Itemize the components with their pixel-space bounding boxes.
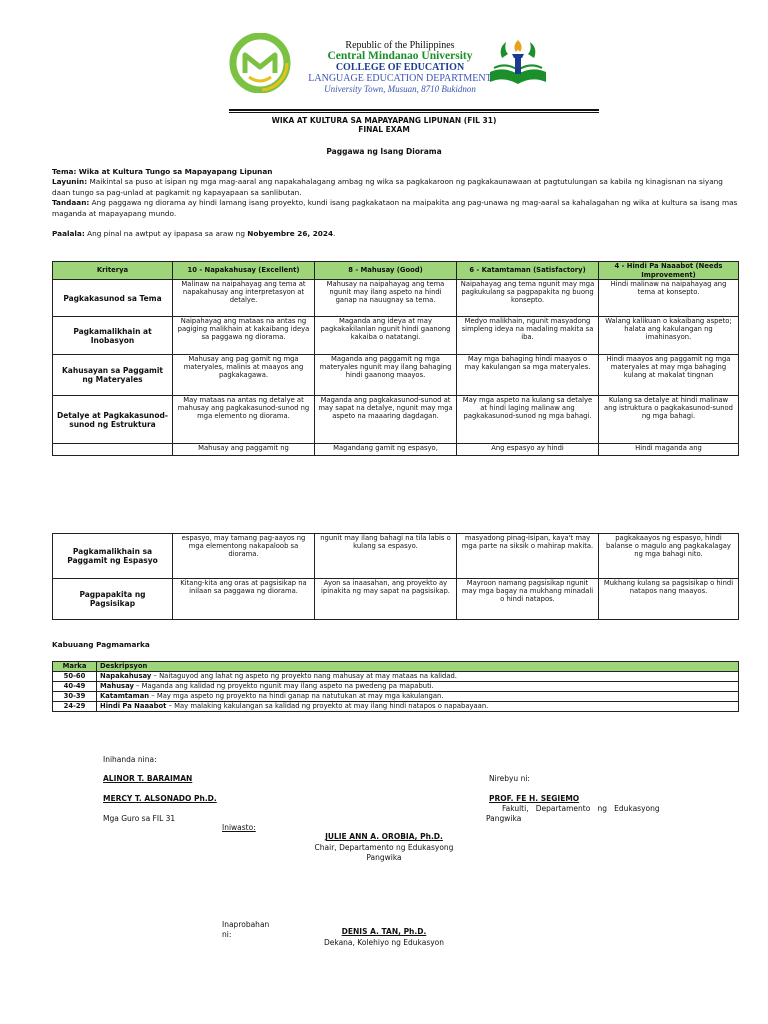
header-rule-thick	[229, 109, 599, 111]
paalala-line: Paalala: Ang pinal na awtput ay ipapasa sa araw ng Nobyembre 26, 2024.	[52, 229, 336, 238]
rubric-header-4: 4 - Hindi Pa Naaabot (Needs Improvement)	[599, 262, 739, 280]
grading-table	[52, 661, 739, 712]
grading-header-row	[53, 662, 739, 672]
rubric-criterion: Detalye at Pagkakasunod-sunod ng Estruktura	[53, 396, 173, 444]
rubric-cell: Hindi malinaw na naipahayag ang tema at konsepto.	[599, 280, 739, 317]
rubric-criterion	[53, 444, 173, 456]
rubric-cell: espasyo, may tamang pag-aayos ng mga elementong nakapaloob sa diorama.	[173, 534, 315, 579]
rubric-cell: Hindi maayos ang paggamit ng mga materyales at may mga bahaging kulang at makalat tingnan	[599, 355, 739, 396]
rubric-cell: Medyo malikhain, ngunit masyadong simpleng ideya na madaling makita sa iba.	[457, 317, 599, 355]
rubric-header-10: 10 - Napakahusay (Excellent)	[173, 262, 315, 280]
tema-line: Tema: Wika at Kultura Tungo sa Mapayapang Lipunan	[52, 167, 273, 176]
course-title: WIKA AT KULTURA SA MAPAYAPANG LIPUNAN (FIL 31)	[271, 116, 497, 125]
rubric-cell: May mga bahaging hindi maayos o may kakulangan sa mga materyales.	[457, 355, 599, 396]
grading-desc: Mahusay – Maganda ang kalidad ng proyekto ngunit may ilang aspeto na pwedeng pa mapabuti.	[97, 682, 739, 692]
grading-desc: Napakahusay – Naitaguyod ang lahat ng aspeto ng proyekto nang mahusay at may mataas na kalidad.	[97, 672, 739, 682]
grading-title: Kabuuang Pagmamarka	[52, 640, 150, 649]
grading-range: 50-60	[53, 672, 97, 682]
rubric-cell: Kitang-kita ang oras at pagsisikap na inilaan sa paggawa ng diorama.	[173, 579, 315, 620]
exam-title: FINAL EXAM	[358, 125, 410, 134]
approved-label-line2: ni:	[222, 930, 232, 939]
rubric-cell: Maganda ang pagkakasunod-sunod at may sapat na detalye, ngunit may mga aspeto na maaaring dagdagan.	[315, 396, 457, 444]
task-title: Paggawa ng Isang Diorama	[326, 147, 442, 156]
reviewed-label: Nirebyu ni:	[489, 774, 530, 783]
preparer-role: Mga Guro sa FIL 31	[103, 814, 176, 823]
layunin-paragraph: Layunin: Maikintal sa puso at isipan ng mga mag-aaral ang napakahalagang ambag ng wika sa pagkakaroon ng pagkakaunawaan at pagtutulungan sa kabila ng kinagisnan na siyang daan tungo sa pag-unlad at pagkamit ng kapayapaan sa sanlibutan.	[52, 177, 723, 197]
rubric-cell: Naipahayag ang mataas na antas ng pagiging malikhain at kakaibang ideya sa paggawa ng diorama.	[173, 317, 315, 355]
rubric-cell: Mahusay ang pag gamit ng mga materyales, malinis at maayos ang pagkakagawa.	[173, 355, 315, 396]
rubric-criterion: Pagkamalikhain at Inobasyon	[53, 317, 173, 355]
header-university: Central Mindanao University	[327, 50, 473, 62]
rubric-cell: Hindi maganda ang	[599, 444, 739, 456]
rubric-cell: Walang kalikuan o kakaibang aspeto; halata ang kakulangan ng imahinasyon.	[599, 317, 739, 355]
reviewer-role-line2: Pangwika	[486, 814, 522, 823]
rubric-cell: Mahusay ang paggamit ng	[173, 444, 315, 456]
rubric-row	[53, 579, 739, 620]
rubric-cell: Maganda ang paggamit ng mga materyales ngunit may ilang bahaging hindi gaanong maayos.	[315, 355, 457, 396]
prepared-label: Inihanda nina:	[103, 755, 157, 764]
rubric-cell: ngunit may ilang bahagi na tila labis o kulang sa espasyo.	[315, 534, 457, 579]
grading-row	[53, 672, 739, 682]
rubric-header-criteria: Kriterya	[53, 262, 173, 280]
rubric-cell: Ang espasyo ay hindi	[457, 444, 599, 456]
rubric-cell: masyadong pinag-isipan, kaya't may mga parte na siksik o mahirap makita.	[457, 534, 599, 579]
tandaan-paragraph: Tandaan: Ang paggawa ng diorama ay hindi lamang isang proyekto, kundi isang pagkakataon na maipakita ang pag-unawa ng mag-aaral sa kahalagahan ng wika at kultura sa isang mas maganda at mapayapang mundo.	[52, 198, 738, 218]
rubric-criterion: Pagkakasunod sa Tema	[53, 280, 173, 317]
rubric-cell: Naipahayag ang tema ngunit may mga pagkukulang sa pagpapakita ng buong konsepto.	[457, 280, 599, 317]
rubric-header-row	[53, 262, 739, 280]
rubric-header-6: 6 - Katamtaman (Satisfactory)	[457, 262, 599, 280]
rubric-row	[53, 534, 739, 579]
grading-range: 30-39	[53, 692, 97, 702]
approver-role: Dekana, Kolehiyo ng Edukasyon	[323, 938, 445, 947]
checked-label: Iniwasto:	[222, 823, 256, 832]
grading-desc: Hindi Pa Naaabot – May malaking kakulangan sa kalidad ng proyekto at may ilang hindi natapos o napabayaan.	[97, 702, 739, 712]
rubric-cell: Mahusay na naipahayag ang tema ngunit may ilang aspeto na hindi ganap na nauugnay sa tema.	[315, 280, 457, 317]
rubric-criterion: Pagpapakita ng Pagsisikap	[53, 579, 173, 620]
approver-name: DENIS A. TAN, Ph.D.	[341, 927, 427, 936]
rubric-cell: May mga aspeto na kulang sa detalye at hindi laging malinaw ang pagkakasunod-sunod ng mga bahagi.	[457, 396, 599, 444]
rubric-table	[52, 261, 739, 456]
grading-header-marka: Marka	[53, 662, 97, 672]
rubric-cell: Ayon sa inaasahan, ang proyekto ay ipinakita ng may sapat na pagsisikap.	[315, 579, 457, 620]
rubric-header-8: 8 - Mahusay (Good)	[315, 262, 457, 280]
header-college: COLLEGE OF EDUCATION	[335, 62, 465, 73]
rubric-criterion: Kahusayan sa Paggamit ng Materyales	[53, 355, 173, 396]
rubric-cell: Magandang gamit ng espasyo,	[315, 444, 457, 456]
grading-range: 24-29	[53, 702, 97, 712]
header-republic: Republic of the Philippines	[345, 40, 455, 51]
rubric-cell: Kulang sa detalye at hindi malinaw ang istruktura o pagkakasunod-sunod ng mga bahagi.	[599, 396, 739, 444]
rubric-cell: Mukhang kulang sa pagsisikap o hindi natapos nang maayos.	[599, 579, 739, 620]
rubric-cell: May mataas na antas ng detalye at mahusay ang pagkakasunod-sunod ng mga elemento ng diorama.	[173, 396, 315, 444]
checker-name: JULIE ANN A. OROBIA, Ph.D.	[325, 832, 443, 841]
grading-row	[53, 682, 739, 692]
rubric-row	[53, 396, 739, 444]
reviewer-role-line1: Fakulti, Departamento ng Edukasyong	[502, 804, 660, 813]
grading-header-deskripsyon: Deskripsyon	[97, 662, 739, 672]
checker-role-line1: Chair, Departamento ng Edukasyong	[314, 843, 454, 852]
rubric-table-continued	[52, 533, 739, 620]
checker-role-line2: Pangwika	[366, 853, 402, 862]
approved-label-line1: Inaprobahan	[222, 920, 270, 929]
grading-desc: Katamtaman – May mga aspeto ng proyekto na hindi ganap na natutukan at may mga kakulangan.	[97, 692, 739, 702]
rubric-row	[53, 444, 739, 456]
rubric-cell: pagkakaayos ng espasyo, hindi balanse o magulo ang pagkakalagay ng mga bahagi nito.	[599, 534, 739, 579]
preparer-1-name: ALINOR T. BARAIMAN	[103, 774, 193, 783]
rubric-row	[53, 280, 739, 317]
grading-row	[53, 692, 739, 702]
preparer-2-name: MERCY T. ALSONADO Ph.D.	[103, 794, 217, 803]
reviewer-name: PROF. FE H. SEGIEMO	[489, 794, 580, 803]
rubric-cell: Mayroon namang pagsisikap ngunit may mga bagay na mukhang minadali o hindi natapos.	[457, 579, 599, 620]
rubric-criterion: Pagkamalikhain sa Paggamit ng Espasyo	[53, 534, 173, 579]
rubric-row	[53, 355, 739, 396]
header-rule-thin	[229, 112, 599, 113]
grading-row	[53, 702, 739, 712]
header-address: University Town, Musuan, 8710 Bukidnon	[324, 84, 476, 94]
grading-range: 40-49	[53, 682, 97, 692]
rubric-cell: Malinaw na naipahayag ang tema at napakahusay ang interpretasyon at detalye.	[173, 280, 315, 317]
header-department: LANGUAGE EDUCATION DEPARTMENT	[308, 73, 492, 84]
rubric-row	[53, 317, 739, 355]
rubric-cell: Maganda ang ideya at may pagkakakilanlan ngunit hindi gaanong kakaiba o natatangi.	[315, 317, 457, 355]
